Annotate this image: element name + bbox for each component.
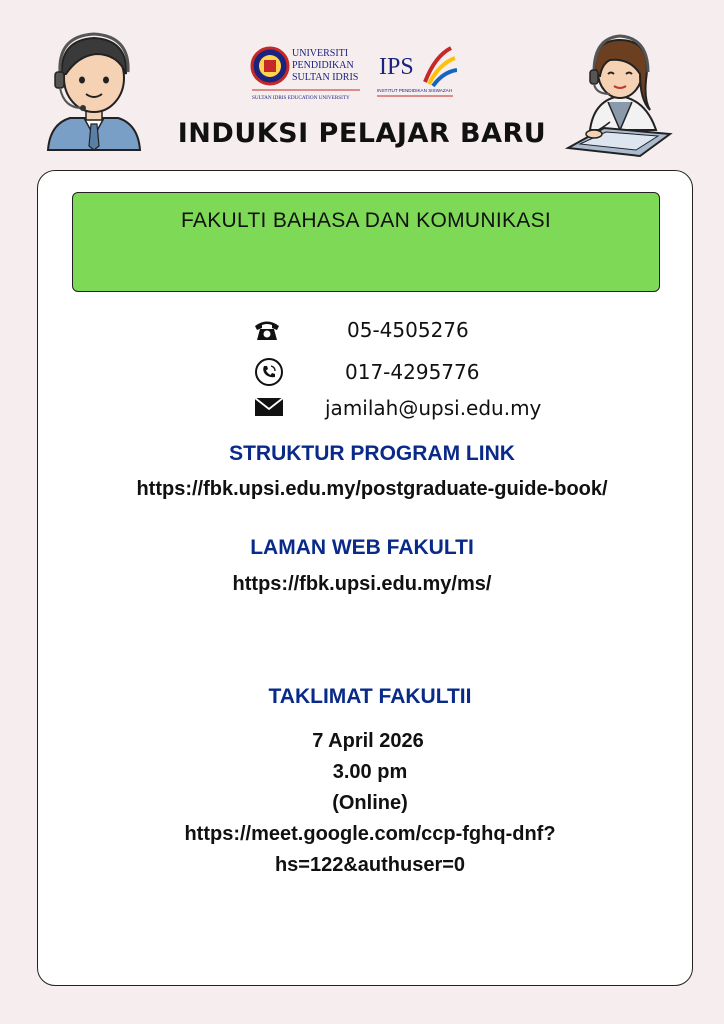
faculty-website-heading: LAMAN WEB FAKULTI <box>250 536 474 559</box>
faculty-banner <box>72 192 660 292</box>
telephone-icon <box>252 315 282 345</box>
faculty-website-link[interactable]: https://fbk.upsi.edu.my/ms/ <box>232 573 492 595</box>
program-structure-link[interactable]: https://fbk.upsi.edu.my/postgraduate-guide-book/ <box>136 478 608 500</box>
briefing-date: 7 April 2026 <box>312 730 424 752</box>
ips-logo-abbr: IPS <box>379 54 414 80</box>
upsi-logo-line2: PENDIDIKAN <box>292 60 354 71</box>
upsi-logo-footer: SULTAN IDRIS EDUCATION UNIVERSITY <box>252 95 350 101</box>
phone-office: 05-4505276 <box>347 318 469 342</box>
ips-logo-name: INSTITUT PENDIDIKAN SISWAZAH <box>377 88 453 93</box>
envelope-icon <box>254 392 284 422</box>
briefing-time: 3.00 pm <box>332 761 408 783</box>
briefing-mode: (Online) <box>332 792 408 814</box>
faculty-name: FAKULTI BAHASA DAN KOMUNIKASI <box>180 209 552 232</box>
briefing-link-line2[interactable]: hs=122&authuser=0 <box>274 854 466 876</box>
upsi-logo-line1: UNIVERSITI <box>292 48 349 59</box>
ips-logo <box>377 44 457 102</box>
email-address[interactable]: jamilah@upsi.edu.my <box>325 396 542 420</box>
briefing-heading: TAKLIMAT FAKULTII <box>268 685 472 708</box>
briefing-link-line1[interactable]: https://meet.google.com/ccp-fghq-dnf? <box>184 823 556 845</box>
program-structure-heading: STRUKTUR PROGRAM LINK <box>229 442 515 465</box>
page-title: INDUKSI PELAJAR BARU <box>177 118 547 149</box>
upsi-logo <box>250 44 362 102</box>
upsi-logo-line3: SULTAN IDRIS <box>292 72 359 83</box>
phone-call-icon <box>254 357 284 387</box>
phone-mobile: 017-4295776 <box>345 360 480 384</box>
